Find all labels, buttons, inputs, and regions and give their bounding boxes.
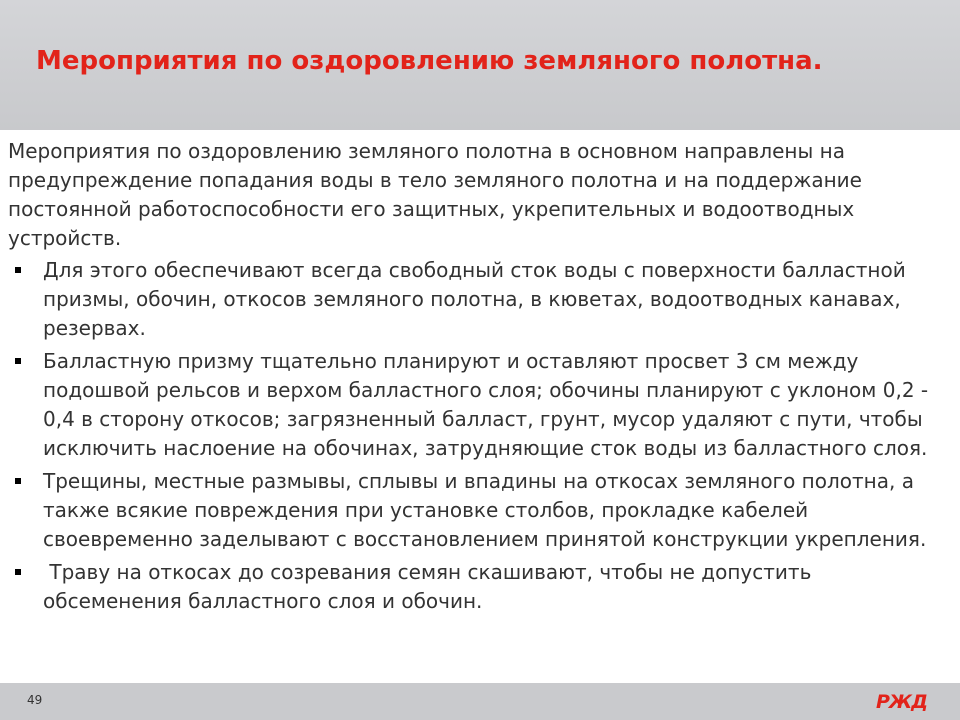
bullet-list <box>8 256 953 616</box>
bullet-text: Балластную призму тщательно планируют и оставляют просвет 3 см между подошвой рельсов и верхом балластного слоя; обочины планируют с уклоном 0,2 - 0,4 в сторону откосов; загрязненный балласт, грунт, мусор удаляют с пути, чтобы исключить наслоение на обочинах, затрудняющие сток воды из балластного слоя. <box>43 349 929 460</box>
square-bullet-icon <box>15 478 21 484</box>
intro-paragraph: Мероприятия по оздоровлению земляного полотна в основном направлены на предупреждение попадания воды в тело земляного полотна и на поддержание постоянной работоспособности его защитных, укрепительных и водоотводных устройств. <box>8 139 862 250</box>
bullet-text: Траву на откосах до созревания семян скашивают, чтобы не допустить обсеменения балластного слоя и обочин. <box>43 560 818 613</box>
bullet-item <box>8 467 953 554</box>
square-bullet-icon <box>15 358 21 364</box>
page-number: 49 <box>27 693 43 707</box>
footer-band <box>0 683 960 720</box>
logo-text: РЖД <box>876 691 928 713</box>
bullet-item <box>8 347 953 463</box>
bullet-item <box>8 256 953 343</box>
slide-content <box>8 137 953 620</box>
rzd-logo-icon <box>876 689 926 713</box>
bullet-text: Трещины, местные размывы, сплывы и впадины на откосах земляного полотна, а также всякие повреждения при установке столбов, прокладке кабелей своевременно заделывают с восстановлением принятой конструкции укрепления. <box>43 469 927 551</box>
bullet-item <box>8 558 953 616</box>
square-bullet-icon <box>15 569 21 575</box>
slide-title: Мероприятия по оздоровлению земляного полотна. <box>36 46 823 76</box>
square-bullet-icon <box>15 267 21 273</box>
bullet-text: Для этого обеспечивают всегда свободный сток воды с поверхности балластной призмы, обочин, откосов земляного полотна, в кюветах, водоотводных канавах, резервах. <box>43 258 906 340</box>
